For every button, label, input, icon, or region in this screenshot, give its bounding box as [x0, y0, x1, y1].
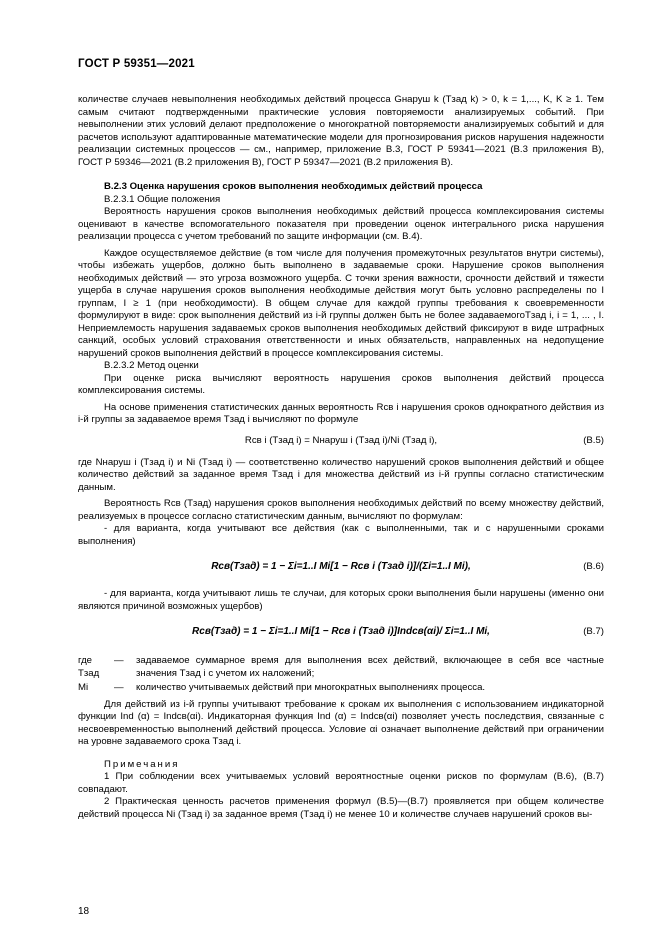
definition-text: количество учитываемых действий при многократных выполнениях процесса.: [136, 682, 486, 693]
formula-text: Rсв i (Tзад i) = Nнаруш i (Tзад i)/Ni (Tзад i),: [244, 434, 438, 446]
paragraph: На основе применения статистических данных вероятность Rсв i нарушения сроков однократного действия из i-й группы за задаваемое время Tзад i вычисляют по формуле: [78, 401, 604, 425]
doc-header: ГОСТ Р 59351—2021: [78, 58, 195, 70]
paragraph: количестве случаев невыполнения необходимых действий процесса Gнаруш k (Tзад k) > 0, k = 1,..., K, K ≥ 1. Тем самым считают подтвержденными практические условия повторяемости анализируемых событий. При невыполнении этих условий делают предположение о многократной повторяемости анализируемых событий и для расчетов используют адаптированные математические модели для прогнозирования рисков нарушения надежности реализации системных процессов — см., например, приложение В.3, ГОСТ Р 59341—2021 (В.3 приложения В), ГОСТ Р 59346—2021 (В.2 приложения В), ГОСТ Р 59347—2021 (В.2 приложения В).: [78, 94, 604, 168]
subsection-heading: В.2.3.1 Общие положения: [104, 193, 221, 205]
formula-b5: [78, 427, 604, 457]
note-item: 2 Практическая ценность расчетов применения формул (В.5)—(В.7) проявляется при общем количестве действий процесса Ni (Tзад i) за заданное время (Tзад i) не менее 10 и количестве случаев нарушений сроков вы-: [78, 796, 604, 820]
formula-number: (В.6): [583, 561, 604, 572]
formula-number: (В.5): [583, 434, 604, 446]
definition-dash: —: [114, 682, 124, 693]
definition-lead: где Tзад: [78, 655, 100, 679]
paragraph: Для действий из i-й группы учитывают требование к срокам их выполнения с использованием индикаторной функции Ind (α) = Indсв(αi). Индикаторная функция Ind (α) = Indсв(αi) позволяет учесть последствия, связанные с несвоевременностью выполнений действий процесса. Условие αi означает выполнение действий при ограничении на уровне задаваемого срока Tзад i.: [78, 698, 604, 747]
definition-item: [78, 655, 604, 680]
paragraph: Вероятность Rсв (Tзад) нарушения сроков выполнения необходимых действий по всему множеству действий, реализуемых в процессе согласно статистическим данным, вычисляют по формулам:: [78, 498, 604, 522]
formula-number: (В.7): [583, 626, 604, 637]
formula-b7: [78, 613, 604, 653]
definition-dash: —: [114, 655, 124, 666]
paragraph: При оценке риска вычисляют вероятность нарушения сроков выполнения действий процесса комплексирования системы.: [78, 372, 604, 396]
formula-text: Rсв(Tзад) = 1 − Σi=1..I Mi[1 − Rсв i (Tзад i)]/(Σi=1..I Mi),: [211, 561, 471, 572]
definition-item: [78, 682, 604, 695]
document-body: [78, 94, 604, 821]
paragraph: Вероятность нарушения сроков выполнения необходимых действий процесса комплексирования системы оценивают в качестве вспомогательного показателя при проведении оценок интегрального риска нарушения реализации процесса с учетом требований по защите информации (см. В.4).: [78, 206, 604, 242]
note-item: 1 При соблюдении всех учитываемых условий вероятностные оценки рисков по формулам (В.6), (В.7) совпадают.: [78, 771, 604, 795]
paragraph: Каждое осуществляемое действие (в том числе для получения промежуточных результатов внутри системы), чтобы избежать ущербов, должно быть выполнено в задаваемые сроки. Нарушение сроков выполнения необходимых действий — это угроза возможного ущерба. С точки зрения важности, срочности действий и тяжести ущерба в случае нарушения сроков выполнения необходимые действия могут быть условно распределены по I группам, I ≥ 1 (при необходимости). В общем случае для каждой группы требования к своевременности формулируют в виде: срок выполнения действий из i-й группы должен быть не более задаваемогоTзад i, i = 1, ... , I. Неприемлемость нарушения задаваемых сроков выполнения необходимых действий фиксируют в виде штрафных санкций, особых условий страхования ответственности и иных обязательств, направленных на недопущение нарушений сроков выполнения действий в процессе комплексирования системы.: [78, 247, 604, 359]
definition-lead: Mi: [78, 682, 89, 693]
formula-text: Rсв(Tзад) = 1 − Σi=1..I Mi[1 − Rсв i (Tзад i)]Indсв(αi)/ Σi=1..I Mi,: [192, 626, 490, 637]
paragraph: где Nнаруш i (Tзад i) и Ni (Tзад i) — соответственно количество нарушений сроков выполнения действий и общее количество действий за заданное время Tзад i для множества действий из i-й группы согласно статистическим данным.: [78, 456, 604, 493]
paragraph: - для варианта, когда учитывают лишь те случаи, для которых сроки выполнения были нарушены (именно они являются причиной возможных ущербов): [78, 588, 604, 612]
page-number: 18: [78, 906, 90, 917]
paragraph: - для варианта, когда учитывают все действия (как с выполненными, так и с нарушенными сроками выполнения): [78, 523, 604, 547]
definition-text: задаваемое суммарное время для выполнения всех действий, включающее в себя все частные значения Tзад i с учетом их наложений;: [136, 655, 604, 679]
notes-title: Примечания: [104, 758, 180, 770]
subsection-heading: В.2.3.2 Метод оценки: [104, 360, 199, 371]
formula-b6: [78, 548, 604, 588]
section-heading: В.2.3 Оценка нарушения сроков выполнения необходимых действий процесса: [104, 181, 483, 192]
